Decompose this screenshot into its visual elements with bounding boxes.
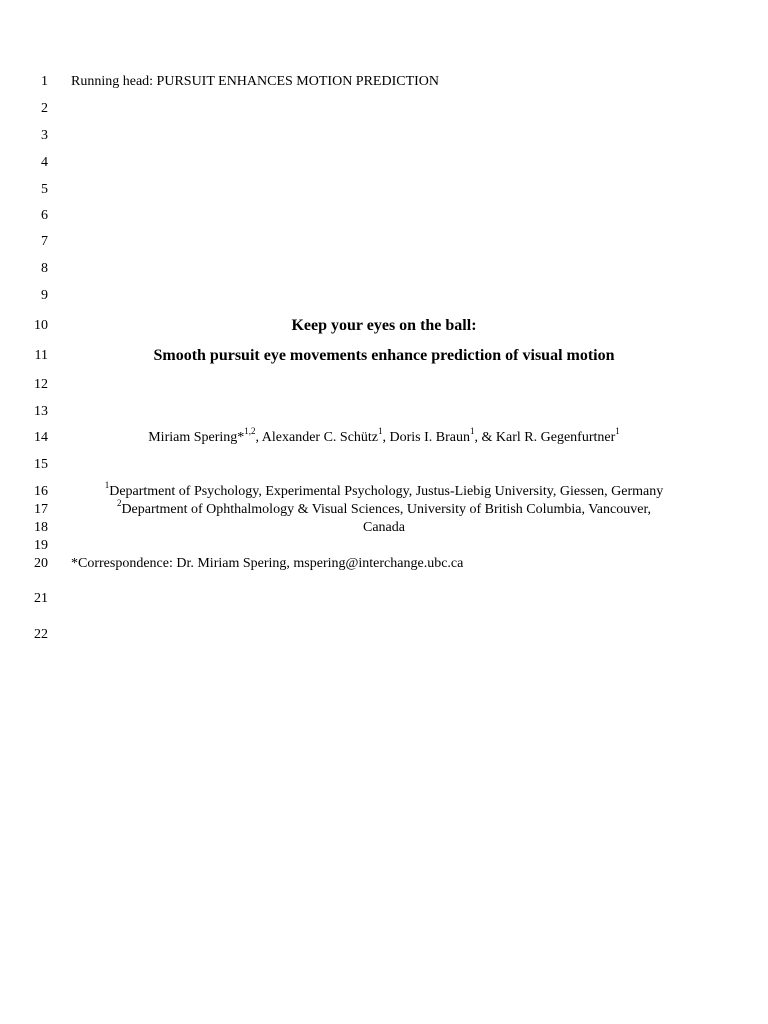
line-number: 17 (34, 502, 48, 517)
affiliation-2-continued: Canada (363, 520, 405, 535)
line-number: 13 (34, 404, 48, 419)
line-number: 9 (41, 288, 48, 303)
author-affiliation-sup: 1 (615, 426, 620, 437)
affiliation-sup: 1 (104, 480, 110, 491)
line-number: 3 (41, 128, 48, 143)
line-number: 19 (34, 538, 48, 553)
correspondence: *Correspondence: Dr. Miriam Spering, mspering@interchange.ubc.ca (71, 556, 464, 571)
affiliation-text: Department of Ophthalmology & Visual Sciences, University of British Columbia, Vancouver, (121, 502, 652, 517)
affiliation-2 (71, 498, 697, 518)
author-affiliation-sup: 1,2 (244, 426, 256, 437)
author-separator: , & (474, 430, 496, 445)
affiliation-1 (71, 480, 697, 500)
author-name: Doris I. Braun (389, 430, 471, 445)
author-separator: , (255, 430, 262, 445)
line-number: 14 (34, 430, 48, 445)
line-number: 11 (34, 348, 48, 363)
line-number: 8 (41, 261, 48, 276)
line-number: 15 (34, 457, 48, 472)
line-number: 1 (41, 74, 48, 89)
line-number: 12 (34, 377, 48, 392)
line-number: 10 (34, 318, 48, 333)
line-number: 16 (34, 484, 48, 499)
author-name: Alexander C. Schütz (261, 430, 379, 445)
affiliation-sup: 2 (116, 498, 122, 509)
line-number: 5 (41, 182, 48, 197)
line-number: 7 (41, 234, 48, 249)
title-line-1: Keep your eyes on the ball: (291, 317, 477, 334)
line-number: 2 (41, 101, 48, 116)
line-number: 21 (34, 591, 48, 606)
line-number: 22 (34, 627, 48, 642)
author-list (71, 426, 697, 446)
author-name: Miriam Spering* (148, 430, 245, 445)
line-number: 20 (34, 556, 48, 571)
author-affiliation-sup: 1 (470, 426, 475, 437)
author-affiliation-sup: 1 (378, 426, 383, 437)
line-number: 6 (41, 208, 48, 223)
title-line-2: Smooth pursuit eye movements enhance prediction of visual motion (153, 347, 615, 364)
line-number: 18 (34, 520, 48, 535)
affiliation-text: Department of Psychology, Experimental Psychology, Justus-Liebig University, Giessen, Germany (109, 484, 664, 499)
author-name: Karl R. Gegenfurtner (495, 430, 616, 445)
author-separator: , (382, 430, 390, 445)
line-number: 4 (41, 155, 48, 170)
running-head: Running head: PURSUIT ENHANCES MOTION PREDICTION (71, 74, 440, 89)
